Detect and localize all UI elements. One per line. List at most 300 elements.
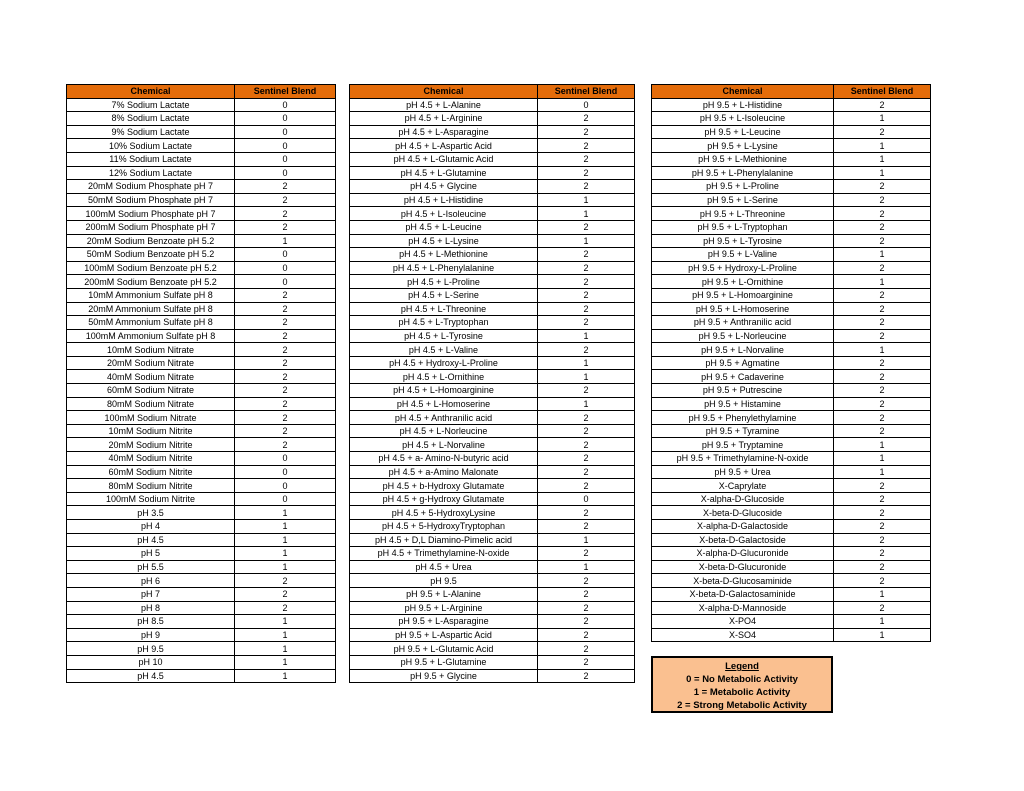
table-row — [350, 180, 635, 194]
chemical-cell: pH 9.5 + Agmatine — [652, 356, 834, 370]
chemical-cell: 10mM Ammonium Sulfate pH 8 — [67, 288, 235, 302]
table-row — [67, 112, 336, 126]
chemical-cell: 50mM Sodium Phosphate pH 7 — [67, 193, 235, 207]
table-row — [67, 370, 336, 384]
table-row — [350, 275, 635, 289]
blend-cell: 2 — [235, 424, 336, 438]
table-row — [67, 547, 336, 561]
blend-cell: 2 — [834, 397, 931, 411]
chemical-cell: X-beta-D-Galactoside — [652, 533, 834, 547]
table-row — [350, 587, 635, 601]
table-row — [652, 98, 931, 112]
chemical-cell: 100mM Sodium Benzoate pH 5.2 — [67, 261, 235, 275]
table-row — [652, 166, 931, 180]
blend-cell: 2 — [538, 139, 635, 153]
chemical-cell: pH 4.5 + L-Ornithine — [350, 370, 538, 384]
chemical-cell: pH 4.5 + L-Aspartic Acid — [350, 139, 538, 153]
table-row — [652, 628, 931, 642]
blend-cell: 2 — [235, 207, 336, 221]
chemical-cell: pH 5 — [67, 547, 235, 561]
blend-cell: 2 — [538, 288, 635, 302]
table-row — [652, 193, 931, 207]
blend-cell: 2 — [538, 166, 635, 180]
blend-cell: 2 — [538, 180, 635, 194]
chemical-cell: X-alpha-D-Glucoside — [652, 492, 834, 506]
chemical-cell: pH 4.5 + L-Proline — [350, 275, 538, 289]
table-row — [67, 180, 336, 194]
table-row — [652, 275, 931, 289]
chemical-cell: pH 4.5 + a- Amino-N-butyric acid — [350, 452, 538, 466]
table-row — [350, 220, 635, 234]
blend-cell: 1 — [834, 139, 931, 153]
blend-cell: 2 — [834, 520, 931, 534]
table-row — [67, 520, 336, 534]
table-row — [350, 193, 635, 207]
table-row — [350, 520, 635, 534]
chemical-cell: pH 4.5 + L-Methionine — [350, 248, 538, 262]
blend-cell: 0 — [235, 248, 336, 262]
blend-cell: 2 — [235, 288, 336, 302]
chemical-cell: 100mM Sodium Nitrate — [67, 411, 235, 425]
blend-cell: 2 — [538, 465, 635, 479]
chemical-cell: 50mM Sodium Benzoate pH 5.2 — [67, 248, 235, 262]
blend-cell: 2 — [538, 220, 635, 234]
blend-cell: 1 — [235, 533, 336, 547]
table-row — [350, 139, 635, 153]
blend-cell: 2 — [834, 533, 931, 547]
blend-cell: 2 — [235, 370, 336, 384]
chemical-cell: 10mM Sodium Nitrate — [67, 343, 235, 357]
chemical-cell: 9% Sodium Lactate — [67, 125, 235, 139]
table-row — [350, 112, 635, 126]
legend-title: Legend — [725, 661, 759, 672]
chemical-cell: 100mM Sodium Nitrite — [67, 492, 235, 506]
chemical-cell: pH 4.5 + L-Alanine — [350, 98, 538, 112]
table-row — [67, 628, 336, 642]
chemical-cell: 50mM Ammonium Sulfate pH 8 — [67, 316, 235, 330]
table-row — [350, 343, 635, 357]
chemical-cell: pH 4.5 + L-Valine — [350, 343, 538, 357]
chemical-cell: pH 9.5 — [350, 574, 538, 588]
chemical-cell: pH 9.5 + L-Norleucine — [652, 329, 834, 343]
table-row — [67, 601, 336, 615]
chemical-cell: X-beta-D-Glucuronide — [652, 560, 834, 574]
table-row — [350, 492, 635, 506]
blend-cell: 2 — [538, 655, 635, 669]
blend-cell: 1 — [834, 248, 931, 262]
table-row — [67, 506, 336, 520]
table-row — [652, 356, 931, 370]
blend-cell: 2 — [538, 628, 635, 642]
table-row — [350, 234, 635, 248]
table-row — [652, 601, 931, 615]
chemical-cell: pH 9.5 + L-Alanine — [350, 587, 538, 601]
table-row — [67, 424, 336, 438]
table-row — [67, 465, 336, 479]
chemical-cell: pH 9.5 + L-Phenylalanine — [652, 166, 834, 180]
chemical-cell: pH 9.5 + Tyramine — [652, 424, 834, 438]
blend-cell: 0 — [235, 261, 336, 275]
table-row — [67, 533, 336, 547]
table-row — [350, 411, 635, 425]
chemical-cell: pH 9.5 + L-Valine — [652, 248, 834, 262]
table-row — [350, 424, 635, 438]
blend-cell: 2 — [834, 356, 931, 370]
table-row — [652, 220, 931, 234]
table-row — [652, 533, 931, 547]
chemical-cell: pH 9.5 + L-Proline — [652, 180, 834, 194]
table-row — [350, 574, 635, 588]
table-row — [67, 166, 336, 180]
chemical-cell: pH 4.5 + L-Serine — [350, 288, 538, 302]
blend-cell: 1 — [834, 152, 931, 166]
table-row — [652, 492, 931, 506]
blend-cell: 2 — [538, 302, 635, 316]
blend-cell: 1 — [538, 234, 635, 248]
blend-cell: 2 — [834, 506, 931, 520]
table-row — [652, 384, 931, 398]
blend-cell: 1 — [834, 587, 931, 601]
blend-cell: 2 — [834, 98, 931, 112]
chemical-cell: pH 9.5 + L-Lysine — [652, 139, 834, 153]
chemical-cell: pH 4.5 + L-Glutamine — [350, 166, 538, 180]
table-row — [67, 207, 336, 221]
chemical-cell: pH 9.5 — [67, 642, 235, 656]
chemical-cell: pH 9.5 + L-Serine — [652, 193, 834, 207]
chemical-cell: pH 4.5 + 5-HydroxyLysine — [350, 506, 538, 520]
table-row — [652, 397, 931, 411]
blend-cell: 1 — [235, 547, 336, 561]
table-row — [67, 560, 336, 574]
blend-cell: 0 — [538, 492, 635, 506]
table-row — [350, 302, 635, 316]
chemical-cell: pH 8 — [67, 601, 235, 615]
chemical-cell: 40mM Sodium Nitrite — [67, 452, 235, 466]
blend-cell: 1 — [235, 615, 336, 629]
blend-cell: 1 — [834, 615, 931, 629]
table-row — [67, 384, 336, 398]
table-row — [67, 193, 336, 207]
blend-cell: 2 — [538, 411, 635, 425]
table-3 — [651, 84, 931, 642]
blend-cell: 0 — [235, 139, 336, 153]
blend-cell: 1 — [538, 560, 635, 574]
blend-cell: 2 — [538, 506, 635, 520]
blend-cell: 2 — [538, 615, 635, 629]
chemical-cell: pH 4.5 + L-Phenylalanine — [350, 261, 538, 275]
table-row — [652, 112, 931, 126]
chemical-cell: X-beta-D-Glucosaminide — [652, 574, 834, 588]
chemical-cell: pH 9.5 + L-Tryptophan — [652, 220, 834, 234]
blend-cell: 2 — [834, 574, 931, 588]
table-row — [350, 628, 635, 642]
chemical-cell: pH 4.5 + Anthranilic acid — [350, 411, 538, 425]
table-row — [652, 452, 931, 466]
blend-cell: 2 — [834, 288, 931, 302]
table-row — [67, 220, 336, 234]
blend-cell: 2 — [235, 411, 336, 425]
blend-cell: 2 — [538, 248, 635, 262]
blend-cell: 2 — [538, 452, 635, 466]
chemical-cell: pH 9.5 + L-Tyrosine — [652, 234, 834, 248]
table-row — [350, 642, 635, 656]
chemical-cell: pH 4.5 + b-Hydroxy Glutamate — [350, 479, 538, 493]
blend-cell: 2 — [235, 316, 336, 330]
table-row — [652, 479, 931, 493]
blend-cell: 1 — [834, 112, 931, 126]
chemical-cell: pH 9.5 + L-Histidine — [652, 98, 834, 112]
blend-cell: 2 — [235, 343, 336, 357]
table-row — [652, 261, 931, 275]
blend-cell: 2 — [834, 547, 931, 561]
chemical-cell: pH 9.5 + L-Norvaline — [652, 343, 834, 357]
blend-cell: 2 — [538, 642, 635, 656]
chemical-cell: pH 9.5 + Tryptamine — [652, 438, 834, 452]
chemical-cell: 40mM Sodium Nitrate — [67, 370, 235, 384]
table-row — [350, 356, 635, 370]
table-row — [350, 560, 635, 574]
chemical-cell: pH 4.5 + a-Amino Malonate — [350, 465, 538, 479]
chemical-cell: 20mM Sodium Benzoate pH 5.2 — [67, 234, 235, 248]
chemical-cell: pH 4.5 + L-Asparagine — [350, 125, 538, 139]
blend-cell: 2 — [834, 424, 931, 438]
table-row — [350, 452, 635, 466]
chemical-cell: pH 9.5 + Phenylethylamine — [652, 411, 834, 425]
table-row — [652, 615, 931, 629]
blend-cell: 2 — [538, 112, 635, 126]
blend-cell: 2 — [834, 193, 931, 207]
table-row — [67, 125, 336, 139]
blend-cell: 2 — [235, 384, 336, 398]
chemical-cell: pH 9.5 + L-Homoarginine — [652, 288, 834, 302]
table-row — [67, 615, 336, 629]
blend-cell: 2 — [538, 343, 635, 357]
blend-cell: 1 — [235, 655, 336, 669]
blend-cell: 2 — [538, 520, 635, 534]
chemical-cell: pH 10 — [67, 655, 235, 669]
chemical-cell: pH 8.5 — [67, 615, 235, 629]
blend-cell: 2 — [538, 669, 635, 683]
table-row — [652, 465, 931, 479]
blend-cell: 1 — [235, 520, 336, 534]
table-row — [67, 492, 336, 506]
blend-cell: 1 — [834, 628, 931, 642]
blend-cell: 1 — [235, 506, 336, 520]
table-row — [652, 343, 931, 357]
chemical-cell: pH 4.5 + L-Histidine — [350, 193, 538, 207]
chemical-cell: pH 4.5 + L-Norvaline — [350, 438, 538, 452]
table-row — [67, 642, 336, 656]
chemical-cell: 12% Sodium Lactate — [67, 166, 235, 180]
table-row — [350, 669, 635, 683]
blend-cell: 2 — [538, 261, 635, 275]
chemical-cell: pH 5.5 — [67, 560, 235, 574]
table-row — [67, 356, 336, 370]
table-row — [652, 587, 931, 601]
blend-cell: 2 — [834, 220, 931, 234]
chemical-cell: pH 9.5 + L-Glutamine — [350, 655, 538, 669]
blend-cell: 2 — [834, 180, 931, 194]
chemical-cell: pH 9.5 + Urea — [652, 465, 834, 479]
blend-cell: 2 — [538, 125, 635, 139]
blend-cell: 2 — [538, 275, 635, 289]
table-row — [67, 316, 336, 330]
table-row — [67, 98, 336, 112]
blend-cell: 2 — [235, 329, 336, 343]
blend-cell: 0 — [235, 275, 336, 289]
chemical-cell: pH 4.5 + L-Glutamic Acid — [350, 152, 538, 166]
chemical-cell: 100mM Sodium Phosphate pH 7 — [67, 207, 235, 221]
blend-cell: 2 — [834, 601, 931, 615]
table-row — [67, 234, 336, 248]
legend-box — [651, 656, 833, 713]
blend-cell: 0 — [235, 452, 336, 466]
blend-cell: 1 — [235, 669, 336, 683]
blend-cell: 2 — [834, 370, 931, 384]
blend-cell: 0 — [538, 98, 635, 112]
chemical-cell: pH 3.5 — [67, 506, 235, 520]
chemical-cell: pH 9 — [67, 628, 235, 642]
table-row — [350, 316, 635, 330]
table-row — [67, 248, 336, 262]
table-row — [652, 207, 931, 221]
table-row — [67, 302, 336, 316]
chemical-cell: pH 9.5 + L-Isoleucine — [652, 112, 834, 126]
blend-cell: 0 — [235, 166, 336, 180]
table-row — [350, 261, 635, 275]
chemical-cell: pH 4.5 + L-Leucine — [350, 220, 538, 234]
chemical-cell: 20mM Ammonium Sulfate pH 8 — [67, 302, 235, 316]
blend-cell: 1 — [235, 560, 336, 574]
blend-cell: 1 — [834, 275, 931, 289]
table-row — [67, 452, 336, 466]
table-row — [350, 438, 635, 452]
table-row — [350, 506, 635, 520]
chemical-cell: 80mM Sodium Nitrate — [67, 397, 235, 411]
blend-cell: 1 — [538, 397, 635, 411]
table-row — [67, 152, 336, 166]
chemical-cell: X-alpha-D-Mannoside — [652, 601, 834, 615]
blend-cell: 0 — [235, 479, 336, 493]
chemical-cell: 11% Sodium Lactate — [67, 152, 235, 166]
table-row — [652, 180, 931, 194]
blend-cell: 0 — [235, 112, 336, 126]
chemical-cell: pH 9.5 + L-Glutamic Acid — [350, 642, 538, 656]
table-row — [652, 316, 931, 330]
table-row — [350, 547, 635, 561]
table-row — [350, 248, 635, 262]
blend-cell: 2 — [235, 193, 336, 207]
blend-cell: 2 — [834, 492, 931, 506]
chemical-cell: pH 9.5 + Anthranilic acid — [652, 316, 834, 330]
blend-cell: 2 — [538, 316, 635, 330]
blend-cell: 2 — [538, 438, 635, 452]
table-row — [350, 479, 635, 493]
chemical-cell: pH 4.5 + L-Threonine — [350, 302, 538, 316]
table-row — [350, 655, 635, 669]
chemical-cell: 20mM Sodium Nitrate — [67, 356, 235, 370]
chemical-cell: X-alpha-D-Galactoside — [652, 520, 834, 534]
blend-cell: 2 — [538, 152, 635, 166]
table-row — [652, 288, 931, 302]
blend-cell: 2 — [235, 438, 336, 452]
blend-cell: 2 — [834, 261, 931, 275]
chemical-cell: pH 4.5 + L-Homoarginine — [350, 384, 538, 398]
blend-cell: 2 — [834, 207, 931, 221]
blend-cell: 1 — [235, 234, 336, 248]
chemical-cell: 20mM Sodium Phosphate pH 7 — [67, 180, 235, 194]
table-row — [652, 506, 931, 520]
table-row — [67, 261, 336, 275]
table-row — [652, 152, 931, 166]
chemical-cell: pH 9.5 + L-Asparagine — [350, 615, 538, 629]
blend-cell: 1 — [538, 193, 635, 207]
table-row — [652, 248, 931, 262]
chemical-cell: pH 4.5 + L-Lysine — [350, 234, 538, 248]
table-row — [652, 234, 931, 248]
chemical-cell: 7% Sodium Lactate — [67, 98, 235, 112]
blend-cell: 2 — [538, 587, 635, 601]
chemical-cell: pH 4.5 + Glycine — [350, 180, 538, 194]
table-row — [67, 288, 336, 302]
blend-cell: 2 — [834, 302, 931, 316]
table-1 — [66, 84, 336, 683]
chemical-cell: pH 4.5 + L-Tyrosine — [350, 329, 538, 343]
table-row — [652, 520, 931, 534]
table-row — [350, 207, 635, 221]
chemical-cell: X-PO4 — [652, 615, 834, 629]
table-row — [350, 615, 635, 629]
blend-cell: 0 — [235, 125, 336, 139]
chemical-cell: 200mM Sodium Benzoate pH 5.2 — [67, 275, 235, 289]
chemical-cell: X-beta-D-Galactosaminide — [652, 587, 834, 601]
chemical-cell: pH 9.5 + L-Methionine — [652, 152, 834, 166]
table-row — [652, 560, 931, 574]
blend-cell: 2 — [235, 397, 336, 411]
table-row — [67, 329, 336, 343]
table-row — [350, 125, 635, 139]
chemical-cell: pH 4.5 + Urea — [350, 560, 538, 574]
chemical-cell: pH 9.5 + Hydroxy-L-Proline — [652, 261, 834, 275]
legend-line-1: 1 = Metabolic Activity — [693, 687, 791, 698]
chemical-cell: pH 6 — [67, 574, 235, 588]
chemical-cell: pH 9.5 + Histamine — [652, 397, 834, 411]
chemical-cell: 10mM Sodium Nitrite — [67, 424, 235, 438]
blend-cell: 2 — [834, 234, 931, 248]
legend-line-0: 0 = No Metabolic Activity — [686, 674, 798, 685]
blend-cell: 2 — [538, 384, 635, 398]
chemical-cell: pH 9.5 + Glycine — [350, 669, 538, 683]
header-chemical: Chemical — [652, 85, 834, 99]
chemical-cell: 80mM Sodium Nitrite — [67, 479, 235, 493]
chemical-cell: 20mM Sodium Nitrite — [67, 438, 235, 452]
blend-cell: 1 — [235, 628, 336, 642]
header-sentinel-blend: Sentinel Blend — [538, 85, 635, 99]
blend-cell: 2 — [834, 316, 931, 330]
chemical-cell: pH 9.5 + L-Arginine — [350, 601, 538, 615]
chemical-cell: 100mM Ammonium Sulfate pH 8 — [67, 329, 235, 343]
legend-line-2: 2 = Strong Metabolic Activity — [677, 700, 807, 711]
blend-cell: 2 — [235, 356, 336, 370]
blend-cell: 0 — [235, 465, 336, 479]
chemical-cell: pH 7 — [67, 587, 235, 601]
table-row — [350, 370, 635, 384]
table-row — [652, 139, 931, 153]
chemical-cell: 200mM Sodium Phosphate pH 7 — [67, 220, 235, 234]
blend-cell: 1 — [235, 642, 336, 656]
blend-cell: 2 — [235, 574, 336, 588]
blend-cell: 1 — [538, 370, 635, 384]
